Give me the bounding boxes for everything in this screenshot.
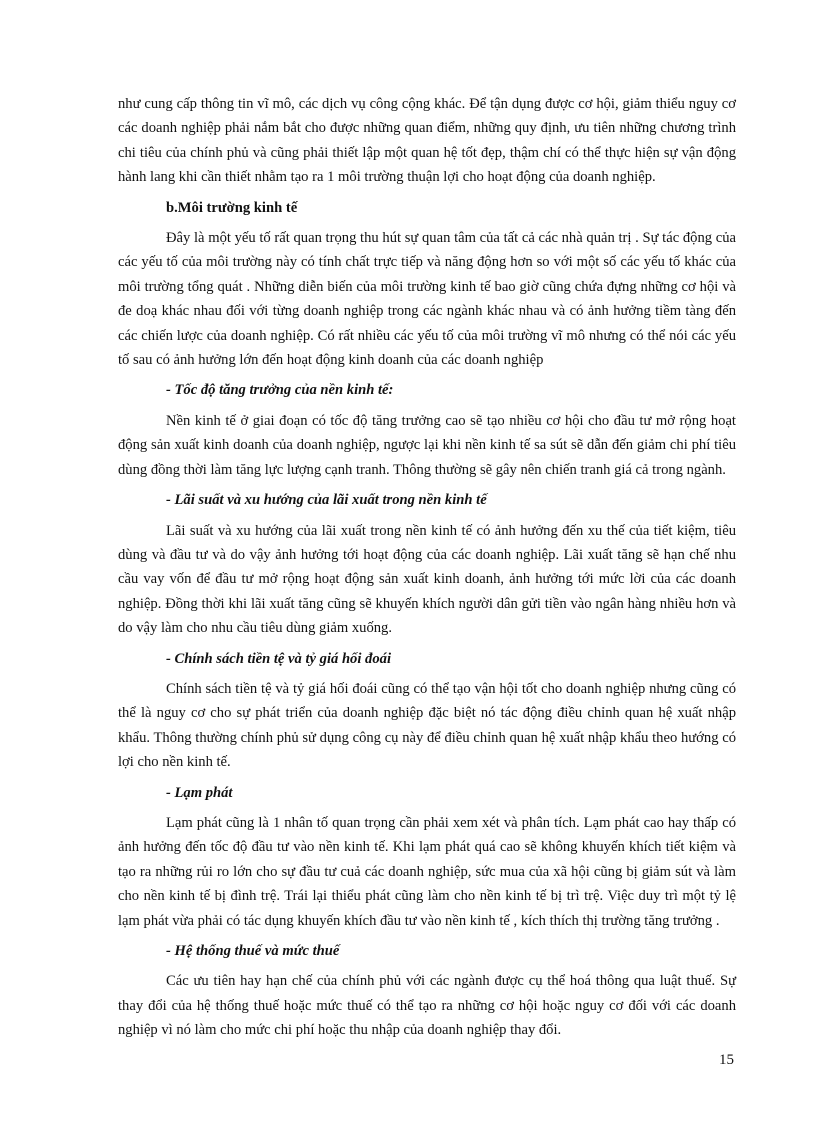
section-heading-growth-rate: - Tốc độ tăng trưởng của nền kinh tế: [166,382,394,399]
section-body-growth-rate: Nền kinh tế ở giai đoạn có tốc độ tăng trưởng cao sẽ tạo nhiều cơ hội cho đầu tư mở rộng hoạt động sản xuất kinh doanh của doanh nghiệp, ngược lại khi nền kinh tế sa sút sẽ dẫn đến giảm chi phí tiêu dùng đồng thời làm tăng lực lượng cạnh tranh. Thông thường sẽ gây nên chiến tranh giá cả trong ngành. [118,412,736,478]
intro-paragraph: như cung cấp thông tin vĩ mô, các dịch vụ công cộng khác. Để tận dụng được cơ hội, giảm thiểu nguy cơ các doanh nghiệp phải nắm bắt cho được những quan điểm, những quy định, ưu tiên những chương trình chi tiêu của chính phủ và cũng phải thiết lập một quan hệ tốt đẹp, thậm chí có thể thực hiện sự vận động hành lang khi cần thiết nhằm tạo ra 1 môi trường thuận lợi cho hoạt động của doanh nghiệp. [118,96,736,186]
page-number: 15 [719,1052,734,1068]
section-heading-interest-rate: - Lãi suất và xu hướng của lãi xuất trong nền kinh tế [166,492,487,509]
section-body-economic-environment: Đây là một yếu tố rất quan trọng thu hút sự quan tâm của tất cả các nhà quản trị . Sự tác động của các yếu tố của môi trường này có tính chất trực tiếp và năng động hơn so với một số các yếu tố khác của môi trường tổng quát . Những diễn biến của môi trường kinh tế bao giờ cũng chứa đựng những cơ hội và đe doạ khác nhau đối với từng doanh nghiệp trong các ngành khác nhau và có ảnh hưởng tiềm tàng đến các chiến lược của doanh nghiệp. Có rất nhiều các yếu tố của môi trường vĩ mô nhưng có thể nói các yếu tố sau có ảnh hưởng lớn đến hoạt động kinh doanh của các doanh nghiệp [118,230,736,369]
section-heading-tax-system: - Hệ thống thuế và mức thuế [166,943,340,959]
section-heading-inflation: - Lạm phát [166,784,233,801]
section-body-tax-system: Các ưu tiên hay hạn chế của chính phủ với các ngành được cụ thể hoá thông qua luật thuế. Sự thay đổi của hệ thống thuế hoặc mức thuế có thể tạo ra những cơ hội hoặc nguy cơ đối với các doanh nghiệp vì nó làm cho mức chi phí hoặc thu nhập của doanh nghiệp thay đổi. [118,973,736,1039]
section-heading-economic-environment: b.Môi trường kinh tế [166,199,298,216]
section-heading-monetary-policy: - Chính sách tiền tệ và tỷ giá hối đoái [166,650,392,667]
section-body-monetary-policy: Chính sách tiền tệ và tỷ giá hối đoái cũng có thể tạo vận hội tốt cho doanh nghiệp nhưng cũng có thể là nguy cơ cho sự phát triển của doanh nghiệp đặc biệt nó tác động điều chỉnh quan hệ xuất nhập khẩu. Thông thường chính phủ sử dụng công cụ này để điều chỉnh quan hệ xuất nhập khẩu theo hướng có lợi cho nền kinh tế. [118,680,736,771]
section-body-inflation: Lạm phát cũng là 1 nhân tố quan trọng cần phải xem xét và phân tích. Lạm phát cao hay thấp có ảnh hưởng đến tốc độ đầu tư vào nền kinh tế. Khi lạm phát quá cao sẽ không khuyến khích tiết kiệm và tạo ra những rủi ro lớn cho sự đầu tư cuả các doanh nghiệp, sức mua của xã hội cũng bị giảm sút và làm cho nền kinh tế bị đình trệ. Trái lại thiểu phát cũng làm cho nền kinh tế bị trì trệ. Việc duy trì một tỷ lệ lạm phát vừa phải có tác dụng khuyến khích đầu tư vào nền kinh tế , kích thích thị trường tăng trưởng . [118,814,736,929]
document-page [118,92,736,1049]
section-body-interest-rate: Lãi suất và xu hướng của lãi xuất trong nền kinh tế có ảnh hưởng đến xu thế của tiết kiệm, tiêu dùng và đầu tư và do vậy ảnh hưởng tới hoạt động của các doanh nghiệp. Lãi xuất tăng sẽ hạn chế nhu cầu vay vốn để đầu tư mở rộng hoạt động sản xuất kinh doanh, ảnh hưởng tới mức lời của các doanh nghiệp. Đồng thời khi lãi xuất tăng cũng sẽ khuyến khích người dân gửi tiền vào ngân hàng nhiều hơn và do vậy làm cho nhu cầu tiêu dùng giảm xuống. [118,522,736,637]
